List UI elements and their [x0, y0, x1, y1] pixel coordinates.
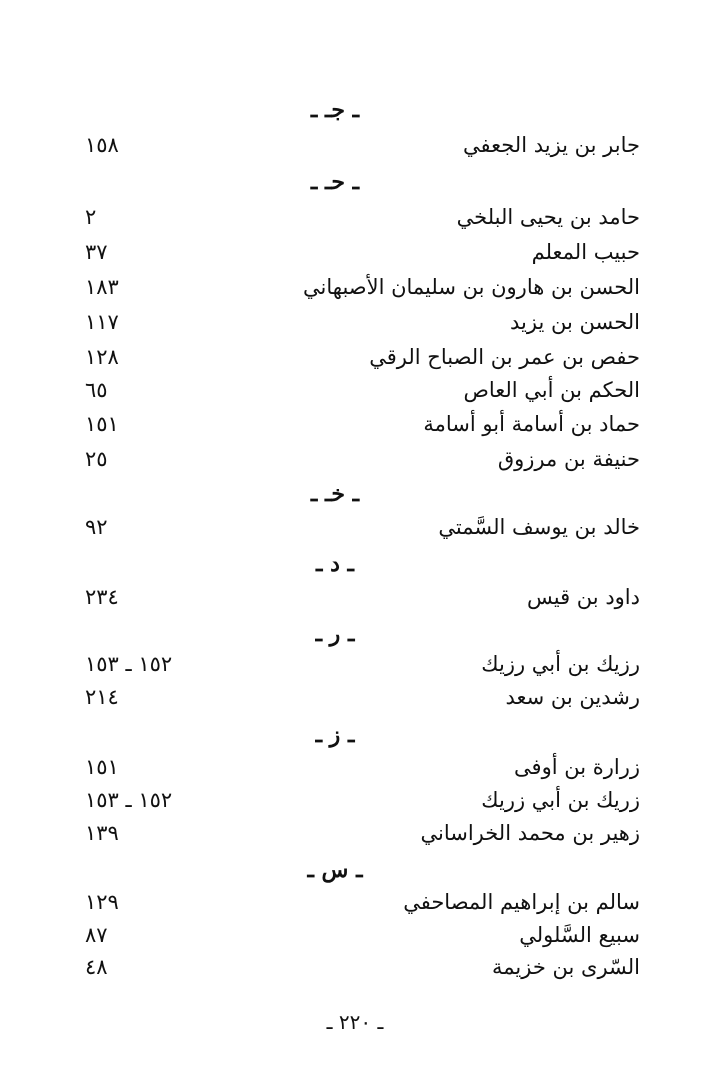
entry-name: زهير بن محمد الخراساني — [420, 821, 640, 845]
entry-pages: ٦٥ — [85, 378, 108, 402]
entry-pages: ٢٣٤ — [85, 585, 119, 609]
entry-name: حبيب المعلم — [531, 240, 640, 264]
index-entry — [60, 340, 650, 374]
entry-pages: ١٣٩ — [85, 821, 119, 845]
entry-pages: ١٥١ — [85, 412, 119, 436]
entry-pages: ٢ — [85, 205, 97, 229]
entry-name: الحكم بن أبي العاص — [463, 378, 640, 402]
index-entry — [60, 305, 650, 339]
section-heading-kha: ـ خـ ـ — [310, 481, 360, 507]
page-number: ـ ٢٢٠ ـ — [326, 1010, 384, 1034]
entry-name: حنيفة بن مرزوق — [497, 447, 640, 471]
index-entry — [60, 750, 650, 784]
entry-pages: ٩٢ — [85, 515, 108, 539]
index-entry — [60, 407, 650, 441]
entry-name: خالد بن يوسف السَّمتي — [438, 515, 640, 539]
section-heading-dal: ـ د ـ — [315, 551, 354, 577]
section-heading-sin: ـ س ـ — [307, 857, 363, 883]
entry-pages: ٤٨ — [85, 955, 108, 979]
index-entry — [60, 235, 650, 269]
index-entry — [60, 373, 650, 407]
index-entry — [60, 680, 650, 714]
entry-pages: ٢٥ — [85, 447, 108, 471]
index-entry — [60, 783, 650, 817]
index-entry — [60, 270, 650, 304]
entry-name: داود بن قيس — [526, 585, 640, 609]
index-entry — [60, 510, 650, 544]
entry-name: الحسن بن هارون بن سليمان الأصبهاني — [303, 275, 640, 299]
entry-pages: ٨٧ — [85, 923, 108, 947]
entry-pages: ١١٧ — [85, 310, 119, 334]
entry-pages: ١٢٨ — [85, 345, 119, 369]
entry-name: الحسن بن يزيد — [510, 310, 640, 334]
entry-pages: ١٢٩ — [85, 890, 119, 914]
entry-pages: ١٥٢ ـ ١٥٣ — [85, 652, 173, 676]
index-entry — [60, 950, 650, 984]
section-heading-zay: ـ ز ـ — [315, 722, 355, 748]
entry-name: حفص بن عمر بن الصباح الرقي — [369, 345, 640, 369]
index-entry — [60, 885, 650, 919]
entry-name: سالم بن إبراهيم المصاحفي — [403, 890, 640, 914]
section-heading-ha: ـ حـ ـ — [310, 169, 360, 195]
entry-pages: ١٨٣ — [85, 275, 119, 299]
index-entry — [60, 816, 650, 850]
entry-pages: ٢١٤ — [85, 685, 119, 709]
entry-name: سبيع السَّلولي — [519, 923, 640, 947]
entry-pages: ١٥٢ ـ ١٥٣ — [85, 788, 173, 812]
entry-pages: ١٥١ — [85, 755, 119, 779]
entry-name: السّرى بن خزيمة — [492, 955, 640, 979]
section-heading-ra: ـ ر ـ — [315, 621, 355, 647]
entry-pages: ٣٧ — [85, 240, 108, 264]
entry-name: جابر بن يزيد الجعفي — [462, 133, 640, 157]
entry-name: رشدين بن سعد — [505, 685, 640, 709]
index-entry — [60, 647, 650, 681]
entry-pages: ١٥٨ — [85, 133, 119, 157]
entry-name: زرارة بن أوفى — [514, 755, 640, 779]
entry-name: زريك بن أبي زريك — [481, 788, 640, 812]
index-entry — [60, 918, 650, 952]
index-entry — [60, 200, 650, 234]
index-entry — [60, 128, 650, 162]
index-entry — [60, 580, 650, 614]
entry-name: رزيك بن أبي رزيك — [481, 652, 640, 676]
index-entry — [60, 442, 650, 476]
entry-name: حامد بن يحيى البلخي — [456, 205, 640, 229]
section-heading-jim: ـ جـ ـ — [310, 97, 360, 123]
entry-name: حماد بن أسامة أبو أسامة — [423, 412, 640, 436]
